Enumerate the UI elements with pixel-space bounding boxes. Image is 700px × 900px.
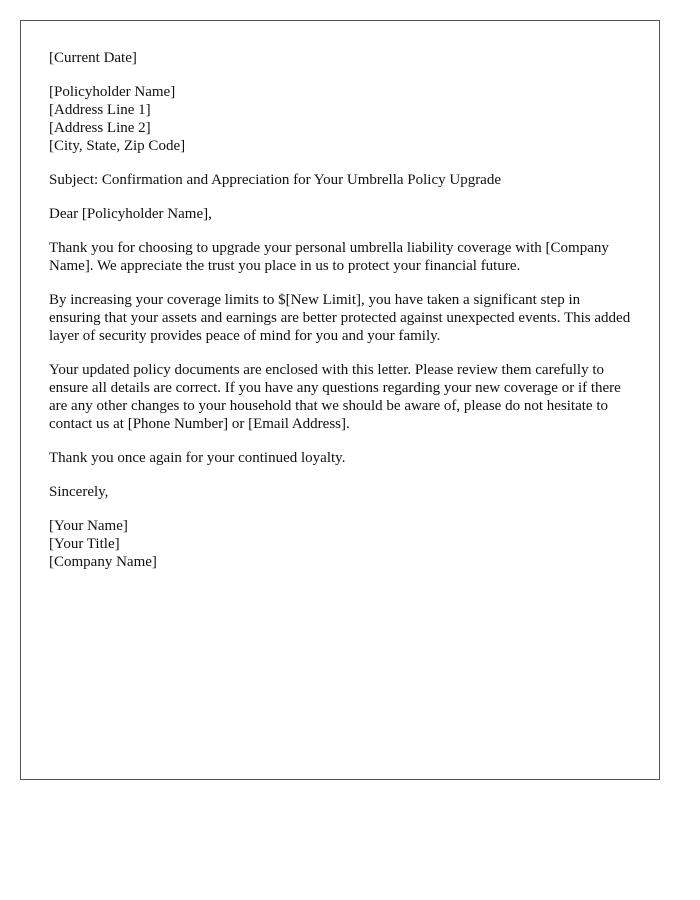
- body-paragraph-3: [49, 361, 635, 433]
- recipient-address-line-2: [Address Line 2]: [49, 120, 151, 136]
- signer-name: [Your Name]: [49, 518, 128, 534]
- recipient-name: [Policyholder Name]: [49, 84, 176, 100]
- paragraph-text: Your updated policy documents are enclosed with this letter. Please review them carefully to ensure all details are correct. If you have any questions regarding your new coverage or if there are any other changes to your household that we should be aware of, please do not hesitate to contact us at [Phone Number] or [Email Address].: [49, 362, 621, 432]
- paragraph-text: By increasing your coverage limits to $[New Limit], you have taken a significant step in ensuring that your assets and earnings are better protected against unexpected events. This added layer of security provides peace of mind for you and your family.: [49, 292, 631, 344]
- body-paragraph-4: [49, 449, 635, 467]
- body-paragraph-1: [49, 239, 635, 275]
- recipient-address-line-1: [Address Line 1]: [49, 102, 151, 118]
- salutation-block: [49, 205, 635, 223]
- signature-block: [49, 517, 635, 571]
- letter-salutation: Dear [Policyholder Name],: [49, 206, 212, 222]
- paragraph-text: Thank you for choosing to upgrade your personal umbrella liability coverage with [Company Name]. We appreciate the trust you place in us to protect your financial future.: [49, 240, 609, 274]
- signer-company: [Company Name]: [49, 554, 157, 570]
- date-block: [49, 49, 635, 67]
- letter-subject: Subject: Confirmation and Appreciation for Your Umbrella Policy Upgrade: [49, 172, 501, 188]
- recipient-city-state-zip: [City, State, Zip Code]: [49, 138, 186, 154]
- letter-page: [20, 20, 660, 780]
- subject-block: [49, 171, 635, 189]
- body-paragraph-2: [49, 291, 635, 345]
- paragraph-text: Thank you once again for your continued loyalty.: [49, 450, 346, 466]
- closing-block: [49, 483, 635, 501]
- letter-closing: Sincerely,: [49, 484, 109, 500]
- signer-title: [Your Title]: [49, 536, 120, 552]
- letter-body: [49, 49, 635, 587]
- letter-date: [Current Date]: [49, 50, 137, 66]
- recipient-address-block: [49, 83, 635, 155]
